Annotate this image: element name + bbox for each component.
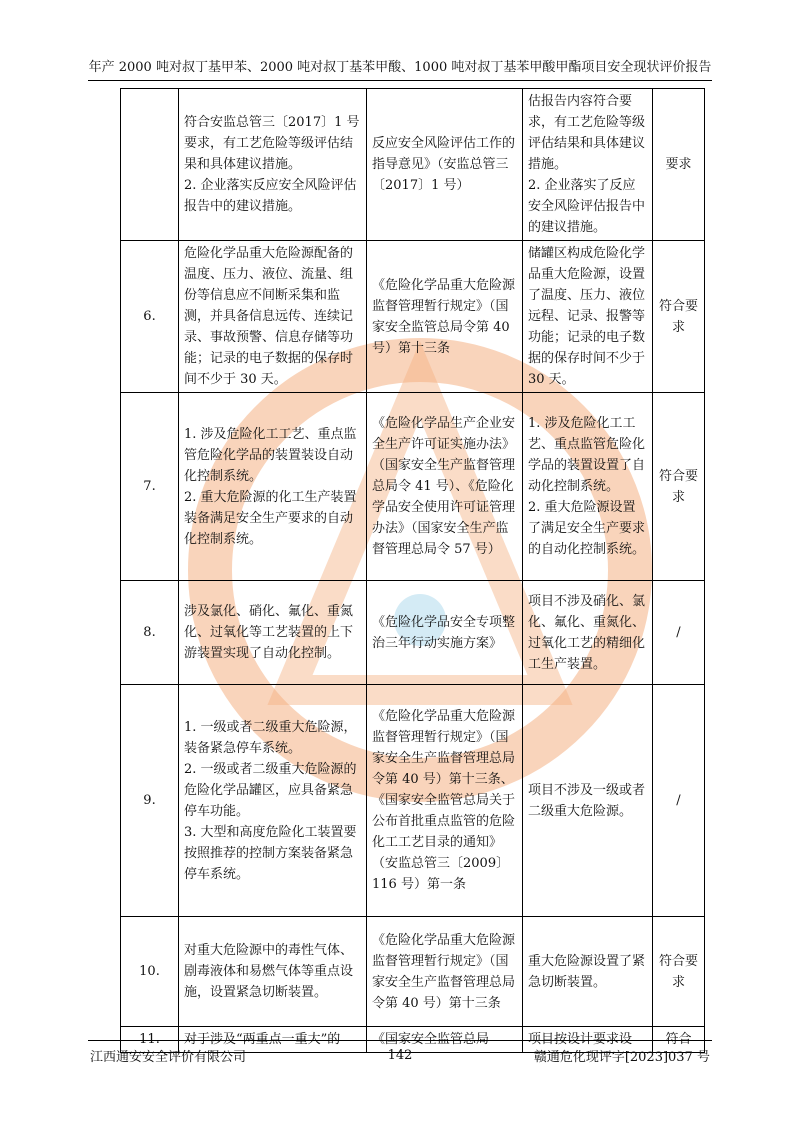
- table-row: [121, 581, 705, 685]
- basis-cell: 《危险化学品重大危险源监督管理暂行规定》（国家安全监管总局令第 40 号）第十三条: [367, 241, 523, 393]
- basis-cell: 《危险化学品重大危险源监督管理暂行规定》（国家安全生产监督管理总局令第 40 号）第十三条: [367, 917, 523, 1027]
- requirement-line: 1. 涉及危险化工工艺、重点监管危险化学品的装置装设自动化控制系统。: [184, 426, 357, 484]
- basis-cell: 《国家安全监管总局: [367, 1027, 523, 1053]
- basis-cell: 《危险化学品生产企业安全生产许可证实施办法》（国家安全生产监督管理总局令 41 号）、《危险化学品安全使用许可证管理办法》（国家安全生产监督管理总局令 57 号）: [367, 393, 523, 581]
- actual-cell: [523, 917, 653, 1027]
- actual-line: 项目不涉及一级或者二级重大危险源。: [528, 782, 646, 819]
- row-number: 11.: [121, 1027, 179, 1053]
- requirement-cell: [179, 917, 367, 1027]
- requirement-cell: [179, 89, 367, 241]
- actual-cell: [523, 89, 653, 241]
- requirement-line: 符合安监总管三〔2017〕1 号要求，有工艺危险等级评估结果和具体建议措施。: [184, 115, 360, 172]
- basis-cell: 《危险化学品安全专项整治三年行动实施方案》: [367, 581, 523, 685]
- footer-company: 江西通安安全评价有限公司: [90, 1050, 247, 1065]
- row-number: 10.: [121, 917, 179, 1027]
- requirement-line: 涉及氯化、硝化、氟化、重氮化、过氧化等工艺装置的上下游装置实现了自动化控制。: [184, 604, 354, 661]
- result-cell: 符合要求: [653, 917, 705, 1027]
- table-row: [121, 685, 705, 917]
- actual-line: 储罐区构成危险化学品重大危险源，设置了温度、压力、液位远程、记录、报警等功能；记录的电子数据的保存时间不少于 30 天。: [528, 246, 646, 387]
- report-code: 赣通危化现评字[2023]037 号: [533, 1050, 710, 1065]
- requirement-line: 对于涉及“两重点一重大”的: [184, 1032, 341, 1047]
- page-header: 年产 2000 吨对叔丁基甲苯、2000 吨对叔丁基苯甲酸、1000 吨对叔丁基苯甲酸甲酯项目安全现状评价报告: [88, 60, 712, 75]
- page-number: 142: [387, 1048, 413, 1063]
- actual-line: 重大危险源设置了紧急切断装置。: [528, 953, 646, 990]
- table-row: [121, 241, 705, 393]
- actual-line: 2. 重大危险源设置了满足安全生产要求的自动化控制系统。: [528, 500, 646, 557]
- basis-cell: 反应安全风险评估工作的指导意见》（安监总管三〔2017〕1 号）: [367, 89, 523, 241]
- result-cell: 符合: [653, 1027, 705, 1053]
- requirement-cell: [179, 241, 367, 393]
- result-cell: 符合要求: [653, 393, 705, 581]
- requirement-line: 2. 一级或者二级重大危险源的危险化学品罐区，应具备紧急停车功能。: [184, 761, 357, 819]
- row-number: 6.: [121, 241, 179, 393]
- actual-line: 估报告内容符合要求，有工艺危险等级评估结果和具体建议措施。: [528, 94, 646, 172]
- actual-cell: [523, 241, 653, 393]
- result-cell: /: [653, 685, 705, 917]
- actual-line: 2. 企业落实了反应安全风险评估报告中的建议措施。: [528, 178, 646, 235]
- requirement-cell: [179, 581, 367, 685]
- row-number: 8.: [121, 581, 179, 685]
- result-cell: 要求: [653, 89, 705, 241]
- table-row: [121, 917, 705, 1027]
- requirement-line: 2. 重大危险源的化工生产装置装备满足安全生产要求的自动化控制系统。: [184, 489, 357, 547]
- result-cell: /: [653, 581, 705, 685]
- requirement-line: 2. 企业落实反应安全风险评估报告中的建议措施。: [184, 178, 357, 214]
- safety-check-table: [120, 88, 705, 1053]
- actual-cell: [523, 685, 653, 917]
- actual-line: 项目不涉及硝化、氯化、氟化、重氮化、过氧化工艺的精细化工生产装置。: [528, 593, 646, 672]
- requirement-line: 对重大危险源中的毒性气体、剧毒液体和易燃气体等重点设施，设置紧急切断装置。: [184, 943, 354, 1000]
- table-row: [121, 393, 705, 581]
- requirement-line: 3. 大型和高度危险化工装置要按照推荐的控制方案装备紧急停车系统。: [184, 824, 357, 882]
- basis-cell: 《危险化学品重大危险源监督管理暂行规定》（国家安全生产监督管理总局令第 40 号）第十三条、《国家安全监管总局关于公布首批重点监管的危险化工工艺目录的通知》（安监总管三〔2009〕116 号）第一条: [367, 685, 523, 917]
- row-number: 7.: [121, 393, 179, 581]
- requirement-cell: [179, 685, 367, 917]
- row-number: [121, 89, 179, 241]
- requirement-line: 1. 一级或者二级重大危险源，装备紧急停车系统。: [184, 719, 357, 756]
- table-row: [121, 89, 705, 241]
- actual-cell: [523, 581, 653, 685]
- header-rule: [88, 80, 712, 81]
- requirement-line: 危险化学品重大危险源配备的温度、压力、液位、流量、组份等信息应不间断采集和监测，并具备信息远传、连续记录、事故预警、信息存储等功能；记录的电子数据的保存时间不少于 30 天。: [184, 246, 354, 387]
- actual-line: 1. 涉及危险化工工艺、重点监管危险化学品的装置设置了自动化控制系统。: [528, 416, 646, 494]
- actual-cell: [523, 393, 653, 581]
- result-cell: 符合要求: [653, 241, 705, 393]
- requirement-cell: [179, 393, 367, 581]
- row-number: 9.: [121, 685, 179, 917]
- footer-rule: [88, 1040, 712, 1041]
- actual-line: 项目按设计要求设: [528, 1032, 633, 1047]
